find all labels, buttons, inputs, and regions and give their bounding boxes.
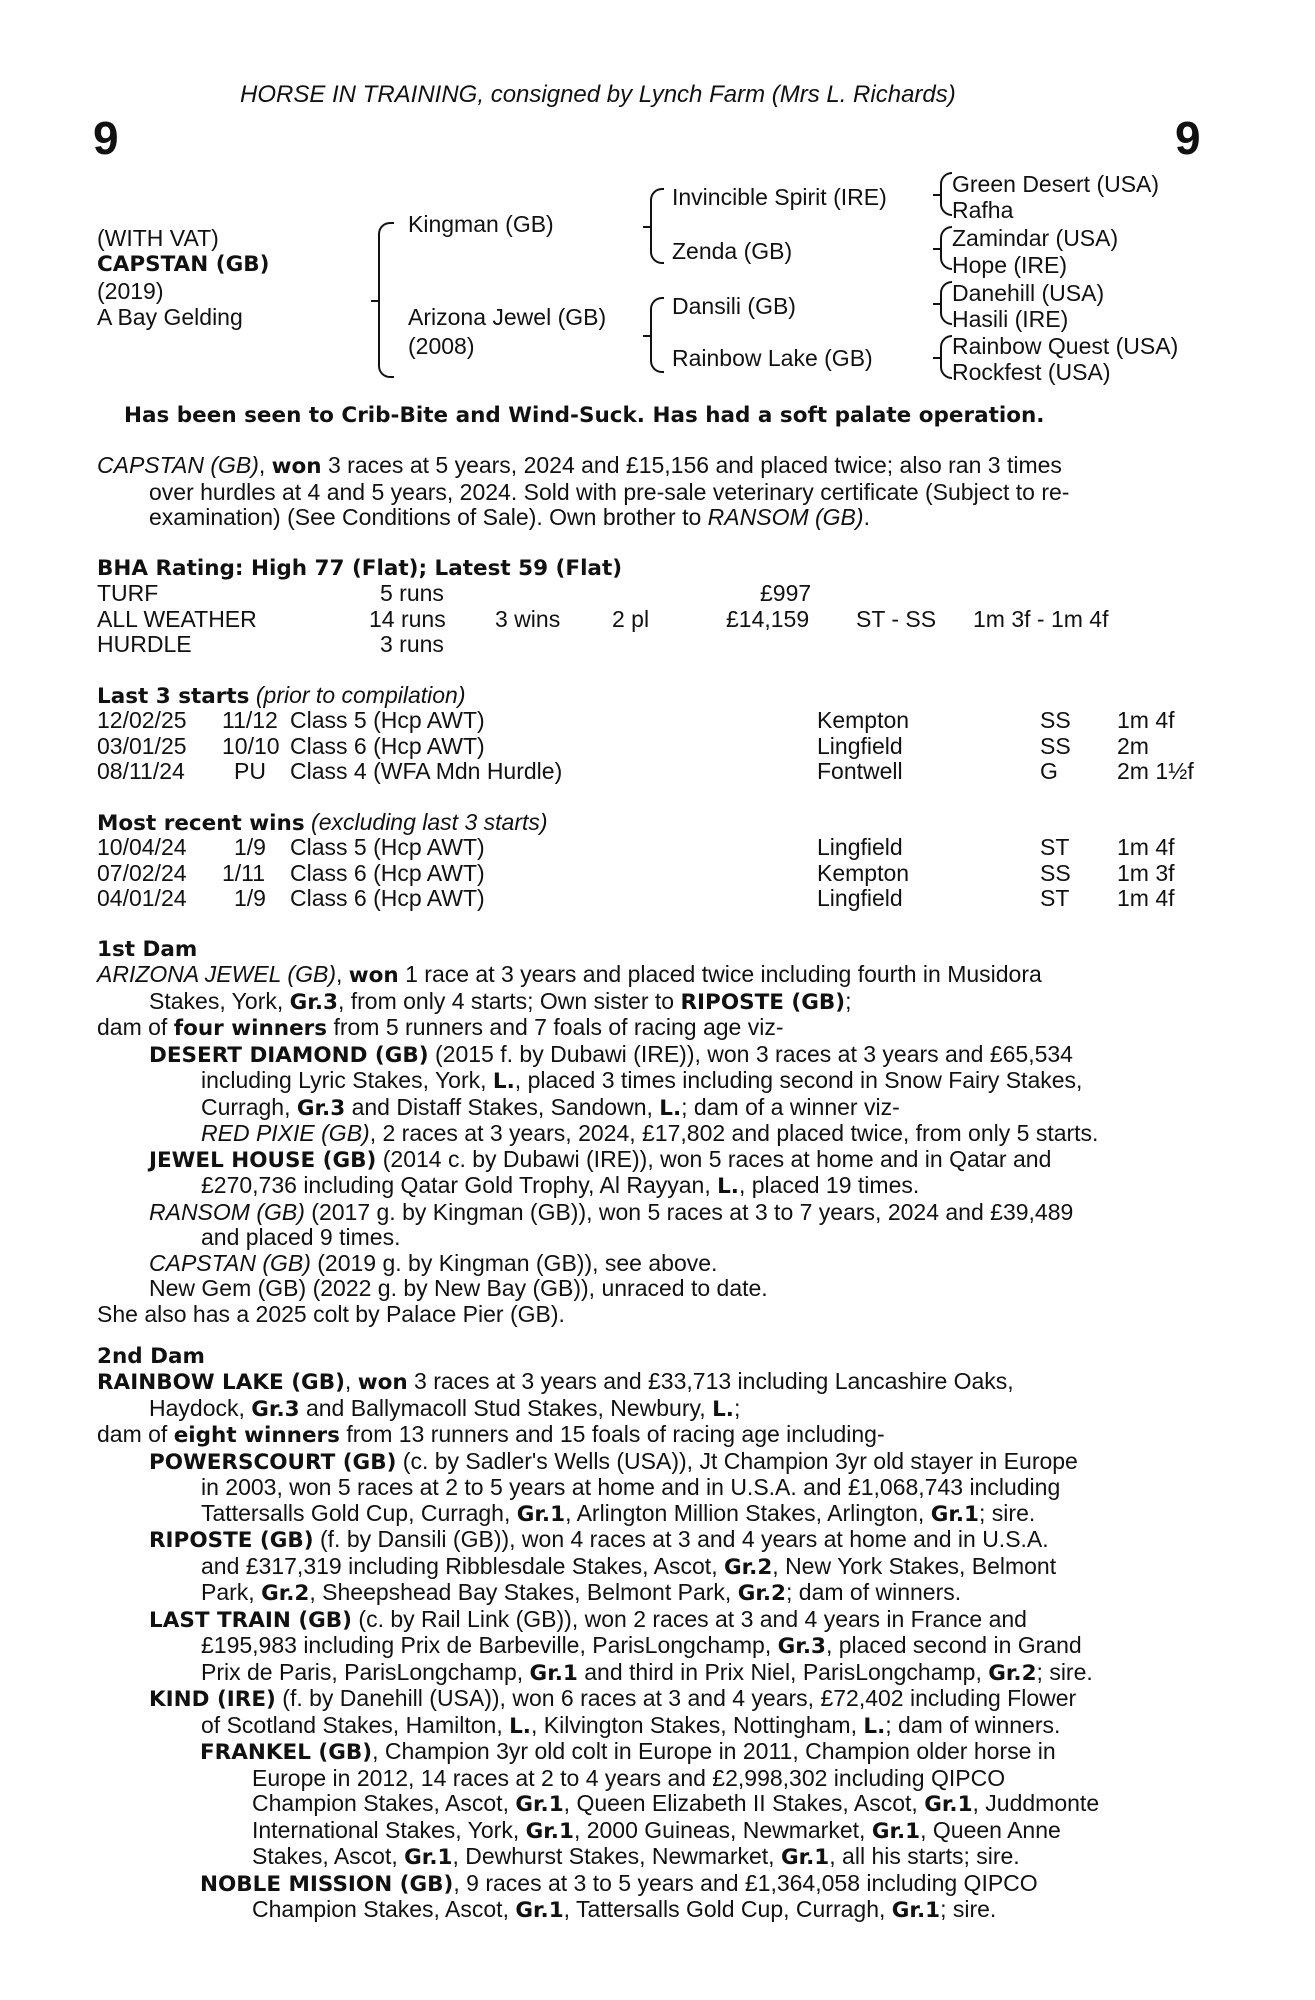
sire-dam: Zenda (GB) (672, 238, 793, 264)
sire-sire-sire: Green Desert (USA) (952, 171, 1160, 197)
brace-dd (940, 335, 952, 379)
produce-text: Champion Stakes, Ascot, (252, 1896, 516, 1922)
start-class: Class 6 (Hcp AWT) (290, 732, 485, 759)
produce-text: , placed 19 times. (738, 1172, 920, 1198)
rating-runs: 5 runs (380, 580, 444, 606)
start-distance: 1m 4f (1117, 707, 1175, 733)
grade: Gr.1 (515, 1792, 564, 1817)
dam-year: (2008) (408, 333, 475, 359)
grade: Gr.1 (525, 1818, 574, 1844)
start-class: Class 5 (Hcp AWT) (290, 707, 485, 733)
win-position: 1/9 (234, 885, 266, 911)
produce-text: Tattersalls Gold Cup, Curragh, (201, 1499, 517, 1526)
produce-text: (2017 g. by Kingman (GB)), won 5 races at 3 to 7 years, 2024 and £39,489 (304, 1198, 1074, 1225)
produce-text: , 9 races at 3 to 5 years and £1,364,058 including QIPCO (453, 1869, 1038, 1896)
produce-text: , 2 races at 3 years, 2024, £17,802 and placed twice, from only 5 starts. (369, 1120, 1099, 1146)
dam2-name: RAINBOW LAKE (GB) (97, 1370, 345, 1395)
summary-text-1: 3 races at 5 years, 2024 and £15,156 and placed twice; also ran 3 times (321, 452, 1062, 478)
produce-text: of Scotland Stakes, Hamilton, (201, 1711, 510, 1738)
produce-text: , New York Stakes, Belmont (772, 1552, 1057, 1579)
grade: Gr.1 (515, 1898, 564, 1923)
start-position: PU (234, 758, 266, 784)
second-dam-heading: 2nd Dam (97, 1344, 205, 1369)
produce-text: , Queen Elizabeth II Stakes, Ascot, (563, 1790, 925, 1816)
win-course: Lingfield (817, 834, 903, 860)
produce-text: , Queen Anne (920, 1816, 1061, 1843)
dam2-text: from 13 runners and 15 foals of racing age including- (339, 1421, 885, 1447)
grade: Gr.1 (924, 1792, 973, 1817)
rating-heading: BHA Rating: High 77 (Flat); Latest 59 (Flat) (97, 556, 623, 581)
grade: Gr.3 (251, 1396, 300, 1422)
grade: L. (712, 1396, 734, 1422)
produce-text: , Juddmonte (972, 1790, 1100, 1816)
grade: Gr.3 (777, 1634, 826, 1659)
sire-dam-dam: Hope (IRE) (952, 252, 1068, 278)
win-class: Class 5 (Hcp AWT) (290, 834, 485, 860)
dam1-text: from 5 runners and 7 foals of racing age viz- (327, 1014, 784, 1040)
grade: Gr.3 (296, 1095, 346, 1121)
start-class: Class 4 (WFA Mdn Hurdle) (290, 758, 563, 784)
start-distance: 2m (1117, 732, 1149, 759)
produce-text: and Distaff Stakes, Sandown, (345, 1093, 660, 1120)
produce-name: DESERT DIAMOND (GB) (149, 1042, 429, 1068)
produce-text: £195,983 including Prix de Barbeville, ParisLongchamp, (201, 1632, 778, 1658)
produce-text: in 2003, won 5 races at 2 to 5 years at home and in U.S.A. and £1,068,743 including (201, 1474, 1061, 1500)
dam1-text: , from only 4 starts; Own sister to (337, 987, 681, 1014)
produce-text: Park, (201, 1579, 262, 1605)
start-going: SS (1040, 732, 1071, 759)
start-going: G (1040, 758, 1058, 784)
last3-heading-note: (prior to compilation) (255, 682, 466, 708)
win-distance: 1m 4f (1117, 834, 1175, 860)
produce-text: ; dam of winners. (885, 1711, 1061, 1738)
produce-text: , placed 3 times including second in Snow Fairy Stakes, (514, 1067, 1083, 1093)
produce-text: ; dam of a winner viz- (681, 1093, 900, 1120)
start-date: 03/01/25 (97, 732, 187, 759)
dam2-text: and Ballymacoll Stud Stakes, Newbury, (299, 1394, 713, 1421)
rating-distance: 1m 3f - 1m 4f (973, 605, 1109, 632)
produce-text: (c. by Rail Link (GB)), won 2 races at 3 and 4 years in France and (352, 1605, 1027, 1632)
sister-name: RIPOSTE (GB) (680, 989, 846, 1015)
start-course: Fontwell (817, 758, 903, 784)
grade: Gr.3 (289, 989, 338, 1015)
dam-sire: Dansili (GB) (672, 293, 796, 319)
start-going: SS (1040, 707, 1071, 733)
grade: Gr.2 (261, 1581, 310, 1606)
summary-text-3: examination) (See Conditions of Sale). Own brother to (149, 504, 708, 530)
horse-year: (2019) (97, 278, 164, 304)
rating-surface: HURDLE (97, 631, 192, 657)
brace-ds (940, 281, 952, 325)
last3-heading-text: Last 3 starts (97, 684, 250, 709)
start-date: 12/02/25 (97, 707, 187, 733)
dam-brace (650, 297, 664, 373)
sire: Kingman (GB) (408, 211, 554, 237)
grade: Gr.1 (404, 1845, 453, 1870)
summary-text-2: over hurdles at 4 and 5 years, 2024. Sold with pre-sale veterinary certificate (Subject to re- (149, 478, 1070, 505)
start-position: 11/12 (222, 707, 278, 733)
win-distance: 1m 4f (1117, 885, 1175, 911)
win-going: ST (1040, 834, 1070, 860)
grand-produce-name: RED PIXIE (GB) (201, 1120, 370, 1146)
produce-text: , Kilvington Stakes, Nottingham, (530, 1711, 864, 1738)
grade: L. (717, 1174, 739, 1199)
produce-text: ; sire. (940, 1896, 997, 1922)
recent-heading-text: Most recent wins (97, 811, 305, 836)
dam-sire-dam: Hasili (IRE) (952, 306, 1069, 332)
win-distance: 1m 3f (1117, 859, 1175, 886)
produce-text: , Tattersalls Gold Cup, Curragh, (563, 1896, 892, 1922)
rating-going: ST - SS (856, 605, 937, 632)
grade: L. (863, 1713, 886, 1739)
dam1-won: won (348, 963, 399, 988)
last3-heading (97, 683, 466, 710)
grade: Gr.2 (737, 1581, 786, 1606)
rating-runs: 14 runs (369, 605, 446, 632)
produce-name: RIPOSTE (GB) (149, 1528, 314, 1553)
dam1-text: dam of (97, 1014, 174, 1040)
dam1-text: Stakes, York, (149, 987, 290, 1014)
produce-text: and £317,319 including Ribblesdale Stakes, Ascot, (201, 1552, 724, 1579)
rating-prize: £14,159 (726, 605, 810, 632)
win-class: Class 6 (Hcp AWT) (290, 885, 485, 911)
summary: CAPSTAN (GB), won 3 races at 5 years, 2024 and £15,156 and placed twice; also ran 3 times over hurdles at 4 and 5 years, 2024. Sold with pre-sale veterinary certificate (Subject to re- examination) (See Conditions of Sale). Own brother to RANSOM (GB). (97, 453, 1205, 531)
dam2-text: Haydock, (149, 1394, 252, 1421)
start-distance: 2m 1½f (1117, 758, 1194, 784)
winners-count: four winners (173, 1016, 328, 1041)
grade: Gr.1 (930, 1501, 980, 1527)
produce-text: (2014 c. by Dubawi (IRE)), won 5 races at home and in Qatar and (376, 1145, 1052, 1172)
win-position: 1/11 (222, 859, 266, 886)
recent-heading (97, 810, 548, 837)
produce-text: (f. by Dansili (GB)), won 4 races at 3 and 4 years at home and in U.S.A. (313, 1526, 1049, 1552)
produce-text: , 2000 Guineas, Newmarket, (573, 1816, 872, 1843)
sire-dam-sire: Zamindar (USA) (952, 225, 1119, 251)
lot-number-left: 9 (93, 112, 119, 164)
produce-text: , Arlington Million Stakes, Arlington, (565, 1499, 931, 1526)
produce-text: , Dewhurst Stakes, Newmarket, (452, 1843, 781, 1869)
produce-name: KIND (IRE) (149, 1687, 276, 1712)
dam-dam-sire: Rainbow Quest (USA) (952, 333, 1179, 359)
horse-name: CAPSTAN (GB) (97, 252, 270, 277)
grade: Gr.1 (529, 1660, 578, 1686)
rating-surface: ALL WEATHER (97, 605, 257, 632)
produce-name: LAST TRAIN (GB) (149, 1607, 353, 1633)
win-position: 1/9 (234, 834, 266, 860)
dam-dam: Rainbow Lake (GB) (672, 345, 873, 371)
start-date: 08/11/24 (97, 758, 185, 784)
summary-brother: RANSOM (GB) (707, 504, 864, 530)
brace-sd (940, 226, 952, 270)
produce-text: Europe in 2012, 14 races at 2 to 4 years and £2,998,302 including QIPCO (252, 1764, 1006, 1791)
produce-text: International Stakes, York, (252, 1816, 526, 1843)
win-date: 04/01/24 (97, 885, 187, 911)
produce-text: ; dam of winners. (786, 1579, 962, 1605)
summary-horse-name: CAPSTAN (GB) (97, 452, 259, 478)
dam2-sep: , (344, 1368, 358, 1394)
sire-sire-dam: Rafha (952, 197, 1014, 223)
produce-name: CAPSTAN (GB) (149, 1249, 311, 1276)
first-dam-heading: 1st Dam (97, 937, 198, 962)
dam1-name: ARIZONA JEWEL (GB) (97, 961, 336, 987)
winners-count: eight winners (173, 1423, 340, 1448)
grade: Gr.1 (516, 1501, 566, 1527)
produce-text: New Gem (GB) (2022 g. by New Bay (GB)), unraced to date. (149, 1275, 768, 1301)
win-class: Class 6 (Hcp AWT) (290, 859, 485, 886)
grade: L. (492, 1069, 515, 1094)
produce-text: (2019 g. by Kingman (GB)), see above. (310, 1249, 718, 1276)
sire-brace (650, 188, 664, 264)
start-course: Lingfield (817, 732, 903, 759)
sire-sire: Invincible Spirit (IRE) (672, 184, 887, 210)
vet-notice: Has been seen to Crib-Bite and Wind-Suck. Has had a soft palate operation. (124, 403, 1045, 428)
dam1-text: ; (845, 987, 852, 1014)
grade: Gr.2 (723, 1554, 773, 1580)
produce-text: including Lyric Stakes, York, (201, 1067, 493, 1093)
produce-text: Stakes, Ascot, (252, 1843, 405, 1869)
win-course: Lingfield (817, 885, 903, 911)
produce-text: ; sire. (1036, 1658, 1093, 1685)
produce-text: , placed second in Grand (825, 1632, 1082, 1658)
win-date: 07/02/24 (97, 859, 187, 886)
win-course: Kempton (817, 859, 910, 886)
start-position: 10/10 (222, 732, 280, 759)
dam-sire-sire: Danehill (USA) (952, 280, 1105, 306)
dam2-text: 3 races at 3 years and £33,713 including Lancashire Oaks, (407, 1368, 1014, 1394)
start-course: Kempton (817, 707, 910, 733)
rating-runs: 3 runs (380, 631, 444, 657)
brace-ss (940, 172, 952, 216)
summary-won: won (271, 454, 322, 479)
grade: Gr.1 (780, 1845, 830, 1870)
grade: L. (509, 1713, 531, 1739)
rating-surface: TURF (97, 580, 159, 606)
pedigree-brace (378, 222, 394, 378)
produce-text: Champion Stakes, Ascot, (252, 1790, 516, 1816)
second-dam-section (97, 1369, 1205, 1924)
dam2-text: ; (733, 1394, 741, 1421)
grade: Gr.1 (891, 1898, 941, 1923)
page-title: HORSE IN TRAINING, consigned by Lynch Farm (Mrs L. Richards) (240, 81, 956, 108)
produce-text: £270,736 including Qatar Gold Trophy, Al Rayyan, (201, 1172, 718, 1198)
grand-produce-name: NOBLE MISSION (GB) (200, 1871, 454, 1897)
produce-text: (f. by Danehill (USA)), won 6 races at 3 and 4 years, £72,402 including Flower (275, 1685, 1077, 1711)
rating-prize: £997 (760, 580, 812, 606)
dam-dam-dam: Rockfest (USA) (952, 359, 1111, 385)
produce-name: JEWEL HOUSE (GB) (149, 1147, 377, 1173)
produce-name: RANSOM (GB) (149, 1198, 305, 1225)
win-date: 10/04/24 (97, 834, 187, 860)
dam1-text: She also has a 2025 colt by Palace Pier (GB). (97, 1300, 565, 1327)
rating-wins: 3 wins (495, 605, 561, 632)
produce-text: , Sheepshead Bay Stakes, Belmont Park, (309, 1579, 738, 1605)
summary-text-3-end: . (863, 504, 870, 530)
grade: Gr.2 (988, 1660, 1037, 1686)
dam1-text: 1 race at 3 years and placed twice including fourth in Musidora (398, 961, 1042, 987)
dam: Arizona Jewel (GB) (408, 304, 607, 330)
produce-text: Prix de Paris, ParisLongchamp, (201, 1658, 530, 1685)
produce-text: (c. by Sadler's Wells (USA)), Jt Champion 3yr old stayer in Europe (396, 1447, 1078, 1474)
grade: Gr.1 (871, 1818, 921, 1844)
produce-text: , Champion 3yr old colt in Europe in 2011, Champion older horse in (372, 1738, 1056, 1764)
produce-text: (2015 f. by Dubawi (IRE)), won 3 races at 3 years and £65,534 (428, 1040, 1073, 1067)
rating-placed: 2 pl (612, 605, 650, 632)
win-going: ST (1040, 885, 1070, 911)
win-going: SS (1040, 859, 1071, 886)
vat-note: (WITH VAT) (97, 225, 219, 251)
first-dam-section (97, 962, 1205, 1327)
lot-number-right: 9 (1175, 112, 1201, 164)
produce-text: Curragh, (201, 1093, 297, 1120)
dam2-text: dam of (97, 1421, 174, 1447)
dam2-won: won (357, 1370, 408, 1395)
produce-text: ; sire. (979, 1499, 1036, 1526)
dam1-sep: , (335, 961, 349, 987)
recent-heading-note: (excluding last 3 starts) (311, 809, 548, 835)
grade: L. (659, 1095, 682, 1121)
grand-produce-name: FRANKEL (GB) (200, 1740, 373, 1765)
horse-description: A Bay Gelding (97, 304, 243, 330)
produce-text: and placed 9 times. (201, 1224, 401, 1250)
produce-text: and third in Prix Niel, ParisLongchamp, (577, 1658, 989, 1685)
produce-name: POWERSCOURT (GB) (149, 1449, 397, 1475)
produce-text: , all his starts; sire. (829, 1843, 1020, 1869)
